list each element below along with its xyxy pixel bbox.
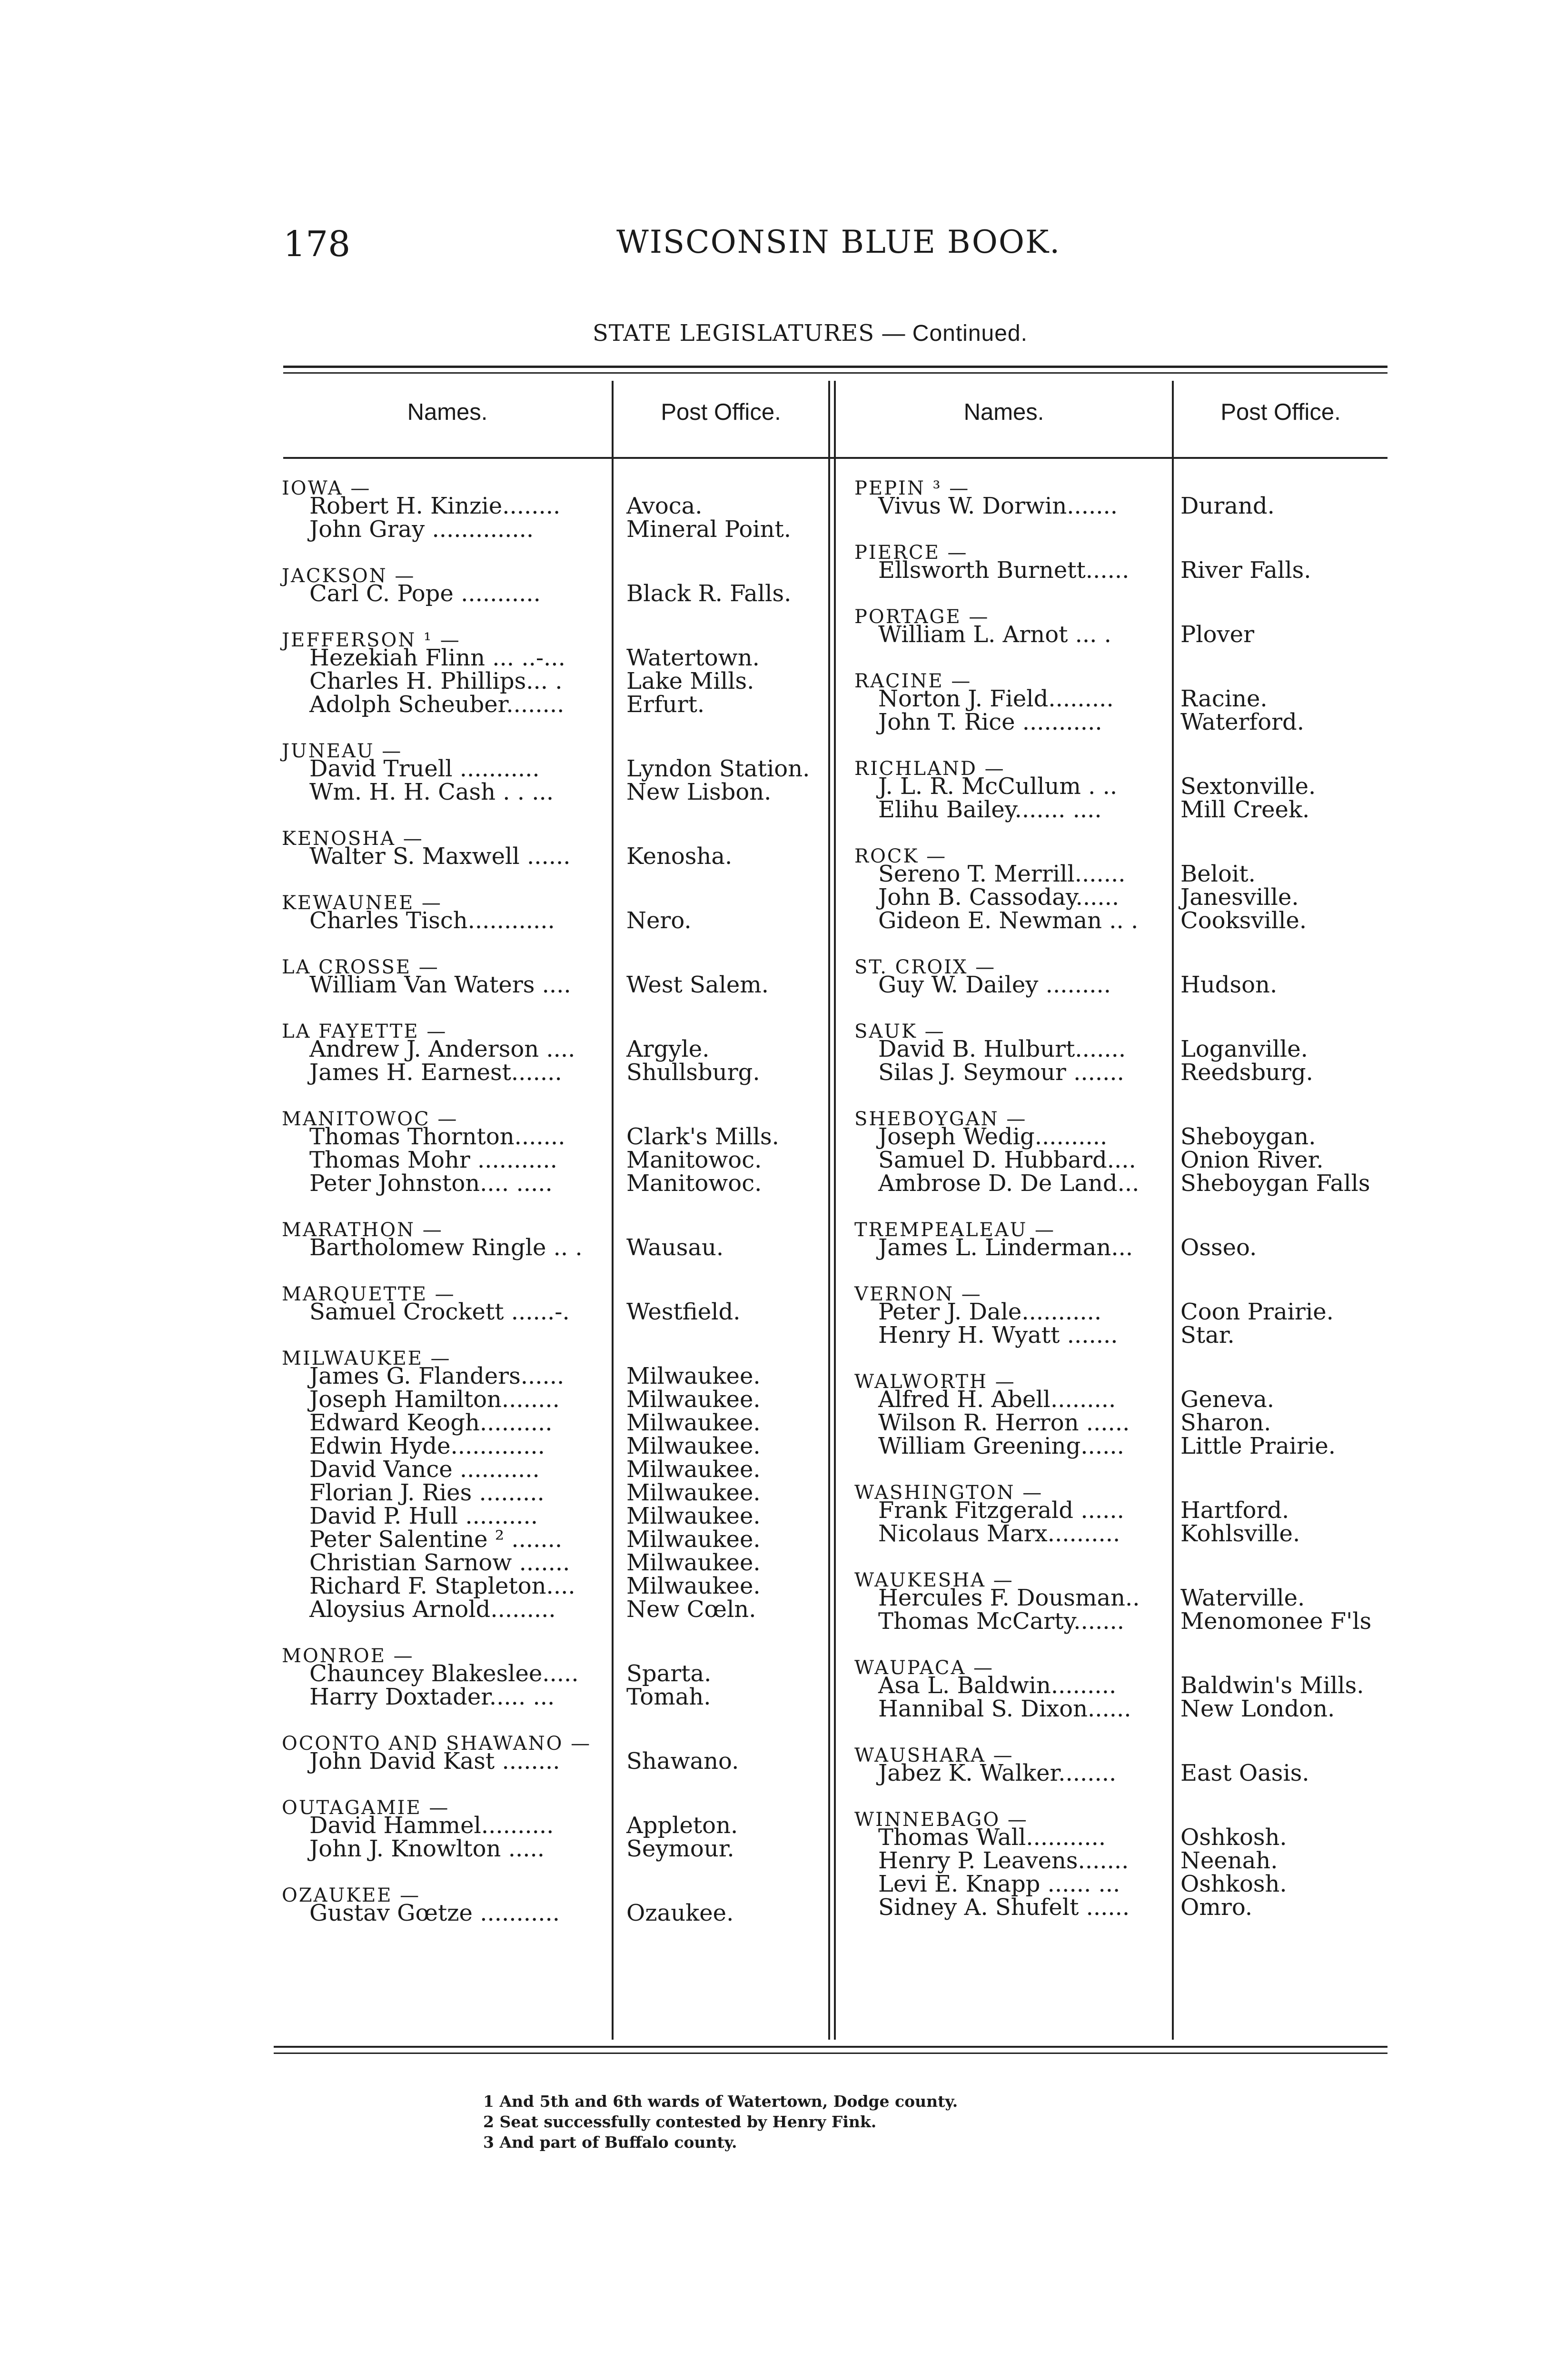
- post-office: Little Prairie.: [1180, 1433, 1336, 1459]
- member-name: John T. Rice ...........: [878, 709, 1102, 735]
- member-name: Norton J. Field.........: [878, 685, 1114, 712]
- county-heading: JUNEAU —: [282, 740, 403, 762]
- post-office: Mill Creek.: [1180, 796, 1310, 823]
- member-name: Samuel Crockett ......-.: [309, 1299, 570, 1325]
- county-heading: OZAUKEE —: [282, 1884, 421, 1906]
- post-office: New Cœln.: [626, 1596, 756, 1623]
- post-office: Milwaukee.: [626, 1526, 761, 1553]
- post-office: Reedsburg.: [1180, 1059, 1313, 1086]
- post-office: Durand.: [1180, 493, 1275, 519]
- member-name: Gideon E. Newman .. .: [878, 907, 1139, 934]
- post-office: Argyle.: [626, 1036, 710, 1062]
- post-office: Neenah.: [1180, 1847, 1278, 1874]
- member-name: Frank Fitzgerald ......: [878, 1497, 1124, 1524]
- table-title: [593, 320, 1028, 347]
- post-office: Plover: [1180, 621, 1255, 648]
- member-name: Adolph Scheuber........: [309, 691, 565, 718]
- county-heading: KEWAUNEE —: [282, 892, 442, 914]
- table-title-suffix: — Continued.: [882, 321, 1028, 346]
- footnote-1: 1 And 5th and 6th wards of Watertown, Dodge county.: [483, 2092, 958, 2111]
- post-office: Clark's Mills.: [626, 1123, 779, 1150]
- member-name: Thomas Wall...........: [878, 1824, 1106, 1851]
- post-office: Manitowoc.: [626, 1147, 762, 1173]
- post-office: Geneva.: [1180, 1386, 1275, 1413]
- post-office: West Salem.: [626, 972, 769, 998]
- member-name: David P. Hull ..........: [309, 1503, 538, 1529]
- post-office: Westfield.: [626, 1299, 741, 1325]
- post-office: Sheboygan Falls: [1180, 1170, 1370, 1197]
- member-name: Henry P. Leavens.......: [878, 1847, 1129, 1874]
- county-heading: PORTAGE —: [854, 606, 990, 628]
- member-name: John J. Knowlton .....: [309, 1835, 545, 1862]
- post-office: Wausau.: [626, 1234, 724, 1261]
- county-heading: MARQUETTE —: [282, 1283, 456, 1305]
- member-name: Sidney A. Shufelt ......: [878, 1894, 1130, 1921]
- county-heading: PEPIN ³ —: [854, 477, 970, 499]
- post-office: Onion River.: [1180, 1147, 1324, 1173]
- post-office: Tomah.: [626, 1684, 711, 1710]
- post-office: Milwaukee.: [626, 1456, 761, 1483]
- member-name: James G. Flanders......: [309, 1363, 565, 1389]
- member-name: Thomas McCarty.......: [878, 1608, 1125, 1635]
- member-name: Carl C. Pope ...........: [309, 580, 541, 607]
- county-heading: MILWAUKEE —: [282, 1348, 451, 1369]
- county-heading: IOWA —: [282, 477, 371, 499]
- county-heading: PIERCE —: [854, 542, 968, 564]
- county-heading: JACKSON —: [282, 565, 416, 587]
- member-name: Charles Tisch............: [309, 907, 555, 934]
- post-office: Menomonee F'ls: [1180, 1608, 1372, 1635]
- vline-center-2: [834, 381, 836, 2040]
- post-office: Avoca.: [626, 493, 703, 519]
- page-number: 178: [283, 224, 351, 265]
- post-office: Lyndon Station.: [626, 755, 810, 782]
- county-heading: MONROE —: [282, 1645, 414, 1667]
- top-rule-1: [283, 366, 1387, 368]
- post-office: Watertown.: [626, 645, 760, 671]
- member-name: J. L. R. McCullum . ..: [878, 773, 1118, 800]
- county-heading: RACINE —: [854, 670, 972, 692]
- county-heading: RICHLAND —: [854, 758, 1005, 780]
- member-name: Wilson R. Herron ......: [878, 1409, 1130, 1436]
- post-office: Omro.: [1180, 1894, 1253, 1921]
- top-rule-2: [283, 372, 1387, 374]
- post-office: Sparta.: [626, 1660, 712, 1687]
- post-office: Mineral Point.: [626, 516, 792, 543]
- county-heading: LA CROSSE —: [282, 956, 439, 978]
- member-name: Gustav Gœtze ...........: [309, 1900, 560, 1926]
- member-name: Ellsworth Burnett......: [878, 557, 1130, 584]
- post-office: East Oasis.: [1180, 1760, 1309, 1786]
- post-office: Sharon.: [1180, 1409, 1271, 1436]
- member-name: Wm. H. H. Cash . . ...: [309, 779, 554, 805]
- post-office: Racine.: [1180, 685, 1268, 712]
- post-office: Baldwin's Mills.: [1180, 1672, 1364, 1699]
- member-name: Aloysius Arnold.........: [309, 1596, 556, 1623]
- member-name: Jabez K. Walker........: [878, 1760, 1117, 1786]
- member-name: Alfred H. Abell.........: [878, 1386, 1116, 1413]
- county-heading: JEFFERSON ¹ —: [282, 629, 461, 651]
- post-office: Manitowoc.: [626, 1170, 762, 1197]
- county-heading: WINNEBAGO —: [854, 1809, 1028, 1831]
- member-name: Richard F. Stapleton....: [309, 1573, 575, 1599]
- member-name: Samuel D. Hubbard....: [878, 1147, 1136, 1173]
- post-office: New London.: [1180, 1696, 1335, 1722]
- post-office: Erfurt.: [626, 691, 705, 718]
- vline-center-1: [828, 381, 830, 2040]
- post-office: Waterford.: [1180, 709, 1305, 735]
- post-office: Beloit.: [1180, 861, 1256, 887]
- member-name: William L. Arnot ... .: [878, 621, 1111, 648]
- post-office: Milwaukee.: [626, 1549, 761, 1576]
- county-heading: OUTAGAMIE —: [282, 1797, 450, 1819]
- bottom-rule-2: [274, 2053, 1387, 2054]
- county-heading: WAUSHARA —: [854, 1745, 1014, 1766]
- member-name: Edward Keogh..........: [309, 1409, 553, 1436]
- post-office: Sheboygan.: [1180, 1123, 1316, 1150]
- member-name: Sereno T. Merrill.......: [878, 861, 1126, 887]
- post-office: Nero.: [626, 907, 692, 934]
- member-name: John David Kast ........: [309, 1748, 560, 1775]
- vline-left-names: [612, 381, 614, 2040]
- county-heading: MANITOWOC —: [282, 1108, 458, 1130]
- header-names-right: Names.: [963, 399, 1044, 425]
- county-heading: VERNON —: [854, 1283, 982, 1305]
- county-heading: SHEBOYGAN —: [854, 1108, 1027, 1130]
- header-post-right: Post Office.: [1220, 399, 1341, 425]
- post-office: Seymour.: [626, 1835, 734, 1862]
- member-name: John Gray ..............: [309, 516, 534, 543]
- post-office: Milwaukee.: [626, 1479, 761, 1506]
- member-name: Peter J. Dale...........: [878, 1299, 1102, 1325]
- member-name: Robert H. Kinzie........: [309, 493, 561, 519]
- post-office: Hartford.: [1180, 1497, 1289, 1524]
- post-office: Milwaukee.: [626, 1433, 761, 1459]
- county-heading: LA FAYETTE —: [282, 1021, 447, 1042]
- post-office: Oshkosh.: [1180, 1824, 1287, 1851]
- post-office: Milwaukee.: [626, 1503, 761, 1529]
- member-name: Peter Johnston.... .....: [309, 1170, 553, 1197]
- county-heading: SAUK —: [854, 1021, 945, 1042]
- post-office: Star.: [1180, 1322, 1235, 1349]
- post-office: Shullsburg.: [626, 1059, 760, 1086]
- member-name: Edwin Hyde.............: [309, 1433, 545, 1459]
- member-name: Charles H. Phillips... .: [309, 668, 563, 694]
- post-office: Janesville.: [1180, 884, 1299, 911]
- post-office: Loganville.: [1180, 1036, 1308, 1062]
- member-name: David Hammel..........: [309, 1812, 554, 1839]
- member-name: Hannibal S. Dixon......: [878, 1696, 1131, 1722]
- member-name: Levi E. Knapp ...... ...: [878, 1871, 1120, 1897]
- county-heading: WAUPACA —: [854, 1657, 994, 1679]
- post-office: Osseo.: [1180, 1234, 1257, 1261]
- member-name: Henry H. Wyatt .......: [878, 1322, 1118, 1349]
- member-name: Hercules F. Dousman..: [878, 1585, 1140, 1611]
- post-office: Cooksville.: [1180, 907, 1307, 934]
- header-names-left: Names.: [407, 399, 488, 425]
- member-name: Harry Doxtader..... ...: [309, 1684, 555, 1710]
- post-office: Hudson.: [1180, 972, 1278, 998]
- member-name: Thomas Mohr ...........: [309, 1147, 557, 1173]
- county-heading: ST. CROIX —: [854, 956, 996, 978]
- county-heading: MARATHON —: [282, 1219, 443, 1241]
- post-office: Lake Mills.: [626, 668, 754, 694]
- post-office: Black R. Falls.: [626, 580, 792, 607]
- post-office: Milwaukee.: [626, 1409, 761, 1436]
- table-title-main: STATE LEGISLATURES: [593, 320, 875, 347]
- member-name: David Vance ...........: [309, 1456, 540, 1483]
- post-office: Ozaukee.: [626, 1900, 734, 1926]
- member-name: David Truell ...........: [309, 755, 540, 782]
- member-name: Christian Sarnow .......: [309, 1549, 570, 1576]
- member-name: Ambrose D. De Land...: [878, 1170, 1140, 1197]
- county-heading: TREMPEALEAU —: [854, 1219, 1056, 1241]
- member-name: Hezekiah Flinn ... ..-...: [309, 645, 565, 671]
- member-name: Bartholomew Ringle .. .: [309, 1234, 583, 1261]
- post-office: Coon Prairie.: [1180, 1299, 1334, 1325]
- post-office: Appleton.: [626, 1812, 738, 1839]
- post-office: Sextonville.: [1180, 773, 1316, 800]
- member-name: William Greening......: [878, 1433, 1124, 1459]
- member-name: Andrew J. Anderson ....: [309, 1036, 575, 1062]
- post-office: River Falls.: [1180, 557, 1311, 584]
- member-name: Chauncey Blakeslee.....: [309, 1660, 579, 1687]
- member-name: James L. Linderman...: [878, 1234, 1133, 1261]
- post-office: Kohlsville.: [1180, 1520, 1300, 1547]
- member-name: Vivus W. Dorwin.......: [878, 493, 1118, 519]
- footnote-3: 3 And part of Buffalo county.: [483, 2133, 737, 2152]
- post-office: Shawano.: [626, 1748, 739, 1775]
- member-name: James H. Earnest.......: [309, 1059, 562, 1086]
- member-name: William Van Waters ....: [309, 972, 571, 998]
- member-name: David B. Hulburt.......: [878, 1036, 1126, 1062]
- bottom-rule-1: [274, 2046, 1387, 2048]
- post-office: Milwaukee.: [626, 1386, 761, 1413]
- member-name: Guy W. Dailey .........: [878, 972, 1111, 998]
- member-name: Joseph Wedig..........: [878, 1123, 1108, 1150]
- running-head: WISCONSIN BLUE BOOK.: [616, 224, 1061, 260]
- county-heading: WAUKESHA —: [854, 1569, 1014, 1591]
- member-name: Florian J. Ries .........: [309, 1479, 545, 1506]
- header-post-left: Post Office.: [661, 399, 781, 425]
- member-name: Walter S. Maxwell ......: [309, 843, 571, 870]
- county-heading: WALWORTH —: [854, 1371, 1016, 1393]
- post-office: Oshkosh.: [1180, 1871, 1287, 1897]
- member-name: John B. Cassoday......: [878, 884, 1120, 911]
- member-name: Peter Salentine ² .......: [309, 1526, 563, 1553]
- member-name: Nicolaus Marx..........: [878, 1520, 1120, 1547]
- post-office: Kenosha.: [626, 843, 733, 870]
- vline-right-names: [1172, 381, 1174, 2040]
- member-name: Silas J. Seymour .......: [878, 1059, 1124, 1086]
- county-heading: KENOSHA —: [282, 828, 424, 850]
- post-office: Milwaukee.: [626, 1363, 761, 1389]
- county-heading: ROCK —: [854, 845, 947, 867]
- footnote-2: 2 Seat successfully contested by Henry Fink.: [483, 2112, 877, 2131]
- member-name: Joseph Hamilton........: [309, 1386, 560, 1413]
- county-heading: OCONTO AND SHAWANO —: [282, 1733, 592, 1755]
- post-office: New Lisbon.: [626, 779, 772, 805]
- post-office: Waterville.: [1180, 1585, 1305, 1611]
- post-office: Milwaukee.: [626, 1573, 761, 1599]
- member-name: Elihu Bailey....... ....: [878, 796, 1102, 823]
- member-name: Thomas Thornton.......: [309, 1123, 565, 1150]
- county-heading: WASHINGTON —: [854, 1482, 1043, 1504]
- member-name: Asa L. Baldwin.........: [878, 1672, 1117, 1699]
